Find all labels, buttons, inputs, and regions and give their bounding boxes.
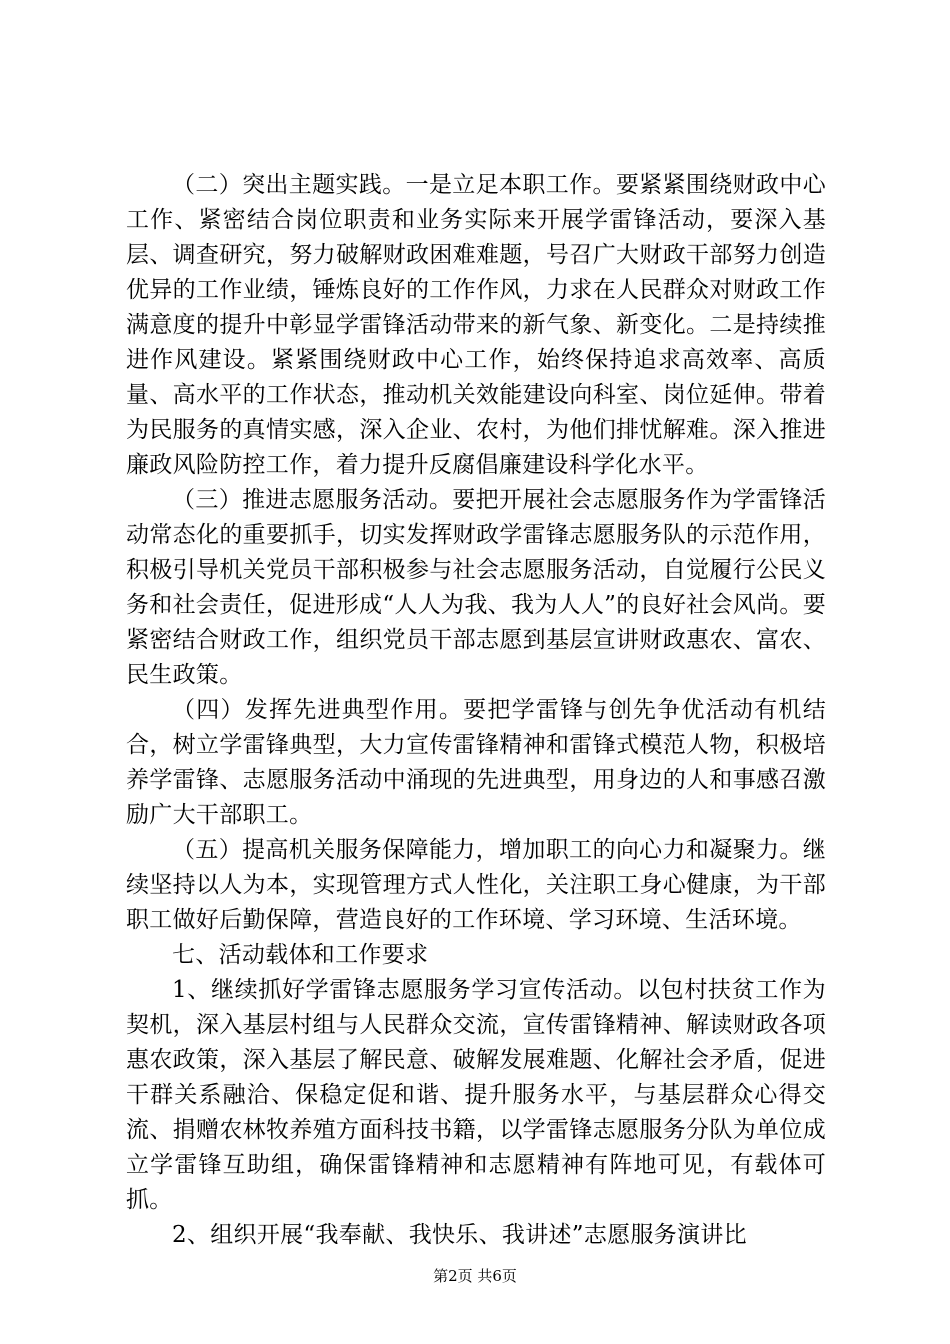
paragraph-3: （三）推进志愿服务活动。要把开展社会志愿服务作为学雷锋活动常态化的重要抓手，切实发挥财政学雷锋志愿服务队的示范作用，积极引导机关党员干部积极参与社会志愿服务活动，自觉履行公民义务和社会责任，促进形成“人人为我、我为人人”的良好社会风尚。要紧密结合财政工作，组织党员干部志愿到基层宣讲财政惠农、富农、民生政策。 (126, 487, 826, 688)
page-number-footer: 第2页 共6页 (433, 1267, 517, 1285)
section-heading-7: 七、活动载体和工作要求 (172, 942, 429, 968)
body-text (126, 168, 826, 1253)
paragraph-4: （四）发挥先进典型作用。要把学雷锋与创先争优活动有机结合，树立学雷锋典型，大力宣传雷锋精神和雷锋式模范人物，积极培养学雷锋、志愿服务活动中涌现的先进典型，用身边的人和事感召激励广大干部职工。 (126, 697, 826, 828)
list-item-2: 2、组织开展“我奉献、我快乐、我讲述”志愿服务演讲比 (172, 1222, 747, 1248)
paragraph-2: （二）突出主题实践。一是立足本职工作。要紧紧围绕财政中心工作、紧密结合岗位职责和业务实际来开展学雷锋活动，要深入基层、调查研究，努力破解财政困难难题，号召广大财政干部努力创造优异的工作业绩，锤炼良好的工作作风，力求在人民群众对财政工作满意度的提升中彰显学雷锋活动带来的新气象、新变化。二是持续推进作风建设。紧紧围绕财政中心工作，始终保持追求高效率、高质量、高水平的工作状态，推动机关效能建设向科室、岗位延伸。带着为民服务的真情实感，深入企业、农村，为他们排忧解难。深入推进廉政风险防控工作，着力提升反腐倡廉建设科学化水平。 (126, 172, 826, 478)
paragraph-5: （五）提高机关服务保障能力，增加职工的向心力和凝聚力。继续坚持以人为本，实现管理方式人性化，关注职工身心健康，为干部职工做好后勤保障，营造良好的工作环境、学习环境、生活环境。 (126, 837, 826, 933)
list-item-1: 1、继续抓好学雷锋志愿服务学习宣传活动。以包村扶贫工作为契机，深入基层村组与人民群众交流，宣传雷锋精神、解读财政各项惠农政策，深入基层了解民意、破解发展难题、化解社会矛盾，促进干群关系融洽、保稳定促和谐、提升服务水平，与基层群众心得交流、捐赠农林牧养殖方面科技书籍，以学雷锋志愿服务分队为单位成立学雷锋互助组，确保雷锋精神和志愿精神有阵地可见，有载体可抓。 (126, 977, 826, 1213)
